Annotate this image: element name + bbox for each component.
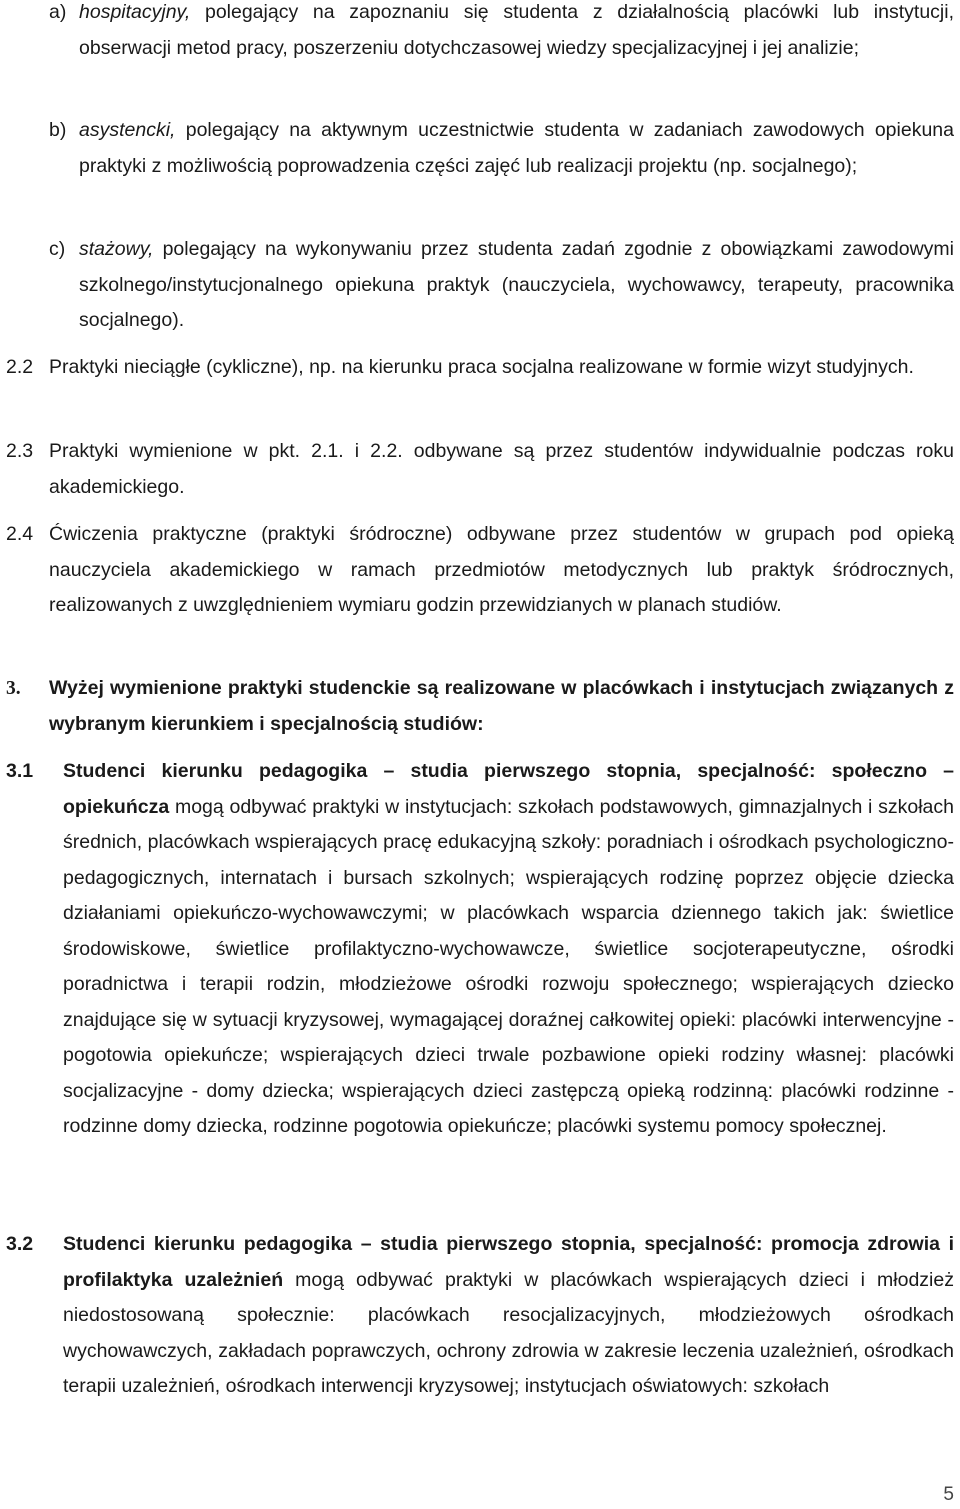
list-marker: a) [49,1,67,23]
section-heading: Wyżej wymienione praktyki studenckie są realizowane w placówkach i instytucjach związanych z wybranym kierunkiem i specjalnością studiów: [49,677,954,735]
section-2-2 [6,350,954,386]
section-2-3 [6,434,954,505]
item-term: asystencki, [79,119,176,141]
item-text: polegający na aktywnym uczestnictwie studenta w zadaniach zawodowych opiekuna praktyki z możliwością poprowadzenia części zajęć lub realizacji projektu (np. socjalnego); [79,119,954,177]
section-2-4 [6,517,954,624]
list-item-c [49,232,954,339]
list-marker: b) [49,119,67,141]
item-term: stażowy, [79,238,154,260]
section-number: 3. [6,678,21,699]
section-text: mogą odbywać praktyki w instytucjach: szkołach podstawowych, gimnazjalnych i szkołach średnich, placówkach wspierających pracę edukacyjną szkoły: poradniach i ośrodkach psychologiczno-pedagogicznych, internatach i bursach szkolnych; wspierających rodzinę poprzez objęcie dziecka działaniami opiekuńczo-wychowawczymi; w placówkach wsparcia dziennego takich jak: świetlice środowiskowe, świetlice profilaktyczno-wychowawcze, świetlice socjoterapeutyczne, ośrodki poradnictwa i terapii rodzin, młodzieżowe ośrodki rozwoju społecznego; wspierających dziecko znajdujące się w sytuacji kryzysowej, wymagającej doraźnej całkowitej opieki: placówki interwencyjne - pogotowia opiekuńcze; wspierających dzieci trwale pozbawione opieki rodziny własnej: placówki socjalizacyjne - domy dziecka; wspierających dzieci zastępczą opieką rodzinną: placówki rodzinne - rodzinne domy dziecka, rodzinne pogotowia opiekuńcze; placówki systemu pomocy społecznej. [63,795,954,1137]
section-lead: Studenci kierunku pedagogika – studia pierwszego stopnia, specjalność: społeczno – opiekuńcza [63,760,954,818]
item-term: hospitacyjny, [79,1,191,23]
list-item-a [49,0,954,66]
section-number: 2.2 [6,356,34,378]
list-marker: c) [49,238,66,260]
page-number: 5 [943,1484,954,1505]
section-number: 2.4 [6,523,34,545]
section-text: mogą odbywać praktyki w placówkach wspierających dzieci i młodzież niedostosowaną społecznie: placówkach resocjalizacyjnych, młodzieżowych ośrodkach wychowawczych, zakładach poprawczych, ochrony zdrowia w zakresie leczenia uzależnień, ośrodkach terapii uzależnień, ośrodkach interwencji kryzysowej; instytucjach oświatowych: szkołach [63,1268,954,1397]
item-text: polegający na wykonywaniu przez studenta zadań zgodnie z obowiązkami zawodowymi szkolnego/instytucjonalnego opiekuna praktyk (nauczyciela, wychowawcy, terapeuty, pracownika socjalnego). [79,238,954,331]
section-lead: Studenci kierunku pedagogika – studia pierwszego stopnia, specjalność: promocja zdrowia i profilaktyka uzależnień [63,1233,954,1291]
item-text: polegający na zapoznaniu się studenta z działalnością placówki lub instytucji, obserwacji metod pracy, poszerzeniu dotychczasowej wiedzy specjalizacyjnej i jej analizie; [79,1,954,59]
list-item-b [49,113,954,184]
section-3-1 [6,754,954,1145]
section-text: Praktyki wymienione w pkt. 2.1. i 2.2. odbywane są przez studentów indywidualnie podczas roku akademickiego. [49,440,954,498]
section-number: 3.1 [6,760,34,782]
section-text: Ćwiczenia praktyczne (praktyki śródroczne) odbywane przez studentów w grupach pod opieką nauczyciela akademickiego w ramach przedmiotów metodycznych lub praktyk śródrocznych, realizowanych z uwzględnieniem wymiaru godzin przewidzianych w planach studiów. [49,523,954,616]
section-3-2 [6,1227,954,1405]
section-number: 3.2 [6,1233,34,1255]
section-number: 2.3 [6,440,34,462]
section-text: Praktyki nieciągłe (cykliczne), np. na kierunku praca socjalna realizowane w formie wizyt studyjnych. [49,356,914,378]
section-3 [6,671,954,742]
